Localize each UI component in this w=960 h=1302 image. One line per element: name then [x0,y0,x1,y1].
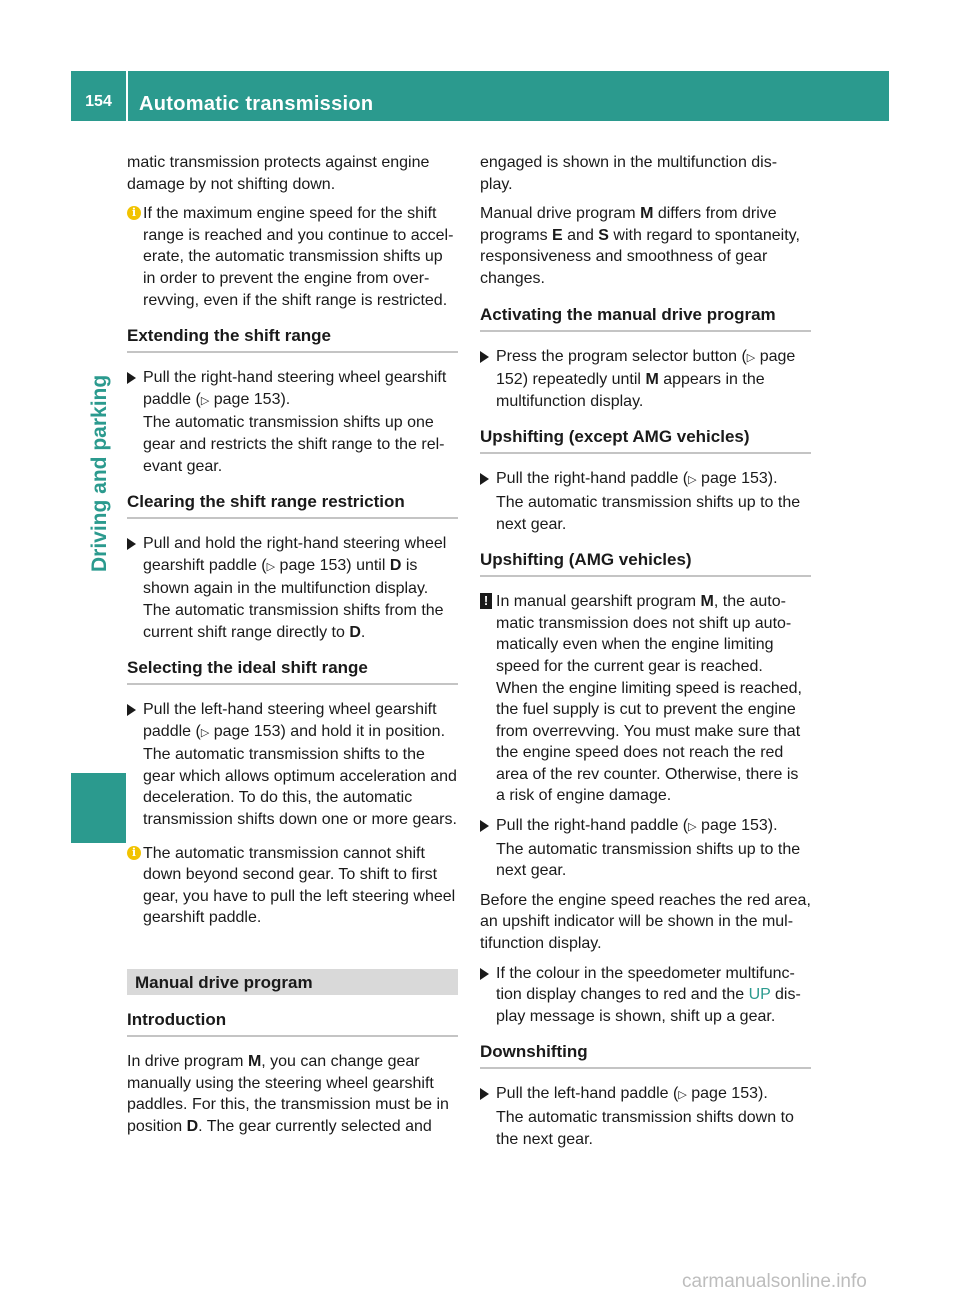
heading-activating: Activating the manual drive program [480,304,811,332]
section-heading: Manual drive program [127,969,458,995]
body-text: Manual drive program M differs from drive programs E and S with regard to spontaneity, responsiveness and smoothness of gear changes. [480,205,800,287]
step-arrow-icon [127,704,136,716]
step-result: The automatic transmission shifts up to the next gear. [496,493,801,533]
header-divider [126,71,128,121]
step-text: Pull the right-hand paddle (▷ page 153). [496,817,778,835]
step-item [127,699,458,831]
page-ref-icon: ▷ [688,474,697,487]
step-item [127,367,458,477]
heading-introduction: Introduction [127,1009,458,1037]
chapter-sidebar [71,121,126,1221]
page-ref-icon: ▷ [200,394,210,407]
step-arrow-icon [480,1088,489,1100]
heading-downshifting: Downshifting [480,1041,811,1069]
chapter-label: Driving and parking [88,374,111,572]
warning-note [480,591,811,807]
warning-icon: ! [480,593,492,609]
warning-text-2: When the engine limiting speed is reached, the fuel supply is cut to prevent the engine from overrevving. You must make sure that the engine speed does not reach the red area of the rev counter. Otherwise, there is a risk of engine damage. [496,679,802,805]
step-arrow-icon [480,968,489,980]
step-item [127,533,458,643]
step-item [480,1083,811,1150]
page-ref-icon: ▷ [266,560,276,573]
page-ref-icon: ▷ [746,351,756,364]
info-note [127,203,458,311]
note-text: The automatic transmission cannot shift down beyond second gear. To shift to first gear, you have to pull the left steering wheel gearshift paddle. [143,844,456,927]
step-item [480,963,811,1028]
step-arrow-icon [127,538,136,550]
step-text: Pull the right-hand paddle (▷ page 153). [496,470,778,488]
page-number: 154 [85,93,112,110]
step-result: The automatic transmission shifts up to the next gear. [496,840,801,880]
watermark: carmanualsonline.info [682,1271,867,1292]
step-item [480,468,811,535]
body-text: Before the engine speed reaches the red area, an upshift indicator will be shown in the mul- tifunction display. [480,891,811,953]
chapter-tab-marker [71,773,126,843]
step-text: Pull and hold the right-hand steering wheel gearshift paddle (▷ page 153) until D is shown again in the multifunction display. [143,535,447,598]
heading-upshift-non-amg: Upshifting (except AMG vehicles) [480,426,811,454]
continued-text: matic transmission protects against engine damage by not shifting down. [127,154,430,193]
step-arrow-icon [480,820,489,832]
info-icon: i [127,206,141,220]
step-text: Pull the left-hand paddle (▷ page 153). [496,1085,768,1103]
left-column [127,152,458,1137]
step-text: Pull the left-hand steering wheel gearshift paddle (▷ page 153) and hold it in position. [143,701,446,740]
step-item [480,815,811,882]
step-result: The automatic transmission shifts from the current shift range directly to D. [143,601,444,641]
step-text: Press the program selector button (▷ page 152) repeatedly until M appears in the multifunction display. [496,347,796,410]
heading-upshift-amg: Upshifting (AMG vehicles) [480,549,811,577]
heading-extending: Extending the shift range [127,325,458,353]
right-column [480,152,811,1158]
note-text: If the maximum engine speed for the shift range is reached and you continue to accel- erate, the automatic transmission shifts up in order to prevent the engine from over- revving, even if the shift range is restricted. [143,205,454,309]
step-arrow-icon [480,351,489,363]
step-text: If the colour in the speedometer multifunc- tion display changes to red and the UP dis- play message is shown, shift up a gear. [496,964,801,1025]
step-result: The automatic transmission shifts down to the next gear. [496,1109,794,1148]
page-ref-icon: ▷ [200,726,210,739]
page-title: Automatic transmission [139,93,374,115]
page-header [71,71,889,121]
heading-clearing: Clearing the shift range restriction [127,491,458,519]
step-arrow-icon [127,372,136,384]
page-ref-icon: ▷ [678,1089,687,1102]
step-result: The automatic transmission shifts to the gear which allows optimum acceleration and deceleration. To do this, the automatic transmission shifts down one or more gears. [143,746,457,829]
step-item [480,346,811,413]
step-text: Pull the right-hand steering wheel gearshift paddle (▷ page 153). [143,369,447,408]
warning-text: In manual gearshift program M, the auto- matic transmission does not shift up auto- matically even when the engine limiting speed for the current gear is reached. [496,593,792,675]
body-text: In drive program M, you can change gear manually using the steering wheel gearshift paddles. For this, the transmission must be in position D. The gear currently selected and [127,1053,449,1135]
page-ref-icon: ▷ [688,821,697,834]
continued-text: engaged is shown in the multifunction dis- play. [480,154,778,193]
heading-ideal: Selecting the ideal shift range [127,657,458,685]
info-icon: i [127,846,141,860]
step-arrow-icon [480,473,489,485]
display-up-label: UP [748,986,771,1004]
info-note [127,843,458,929]
step-result: The automatic transmission shifts up one gear and restricts the shift range to the rel- evant gear. [143,414,445,475]
